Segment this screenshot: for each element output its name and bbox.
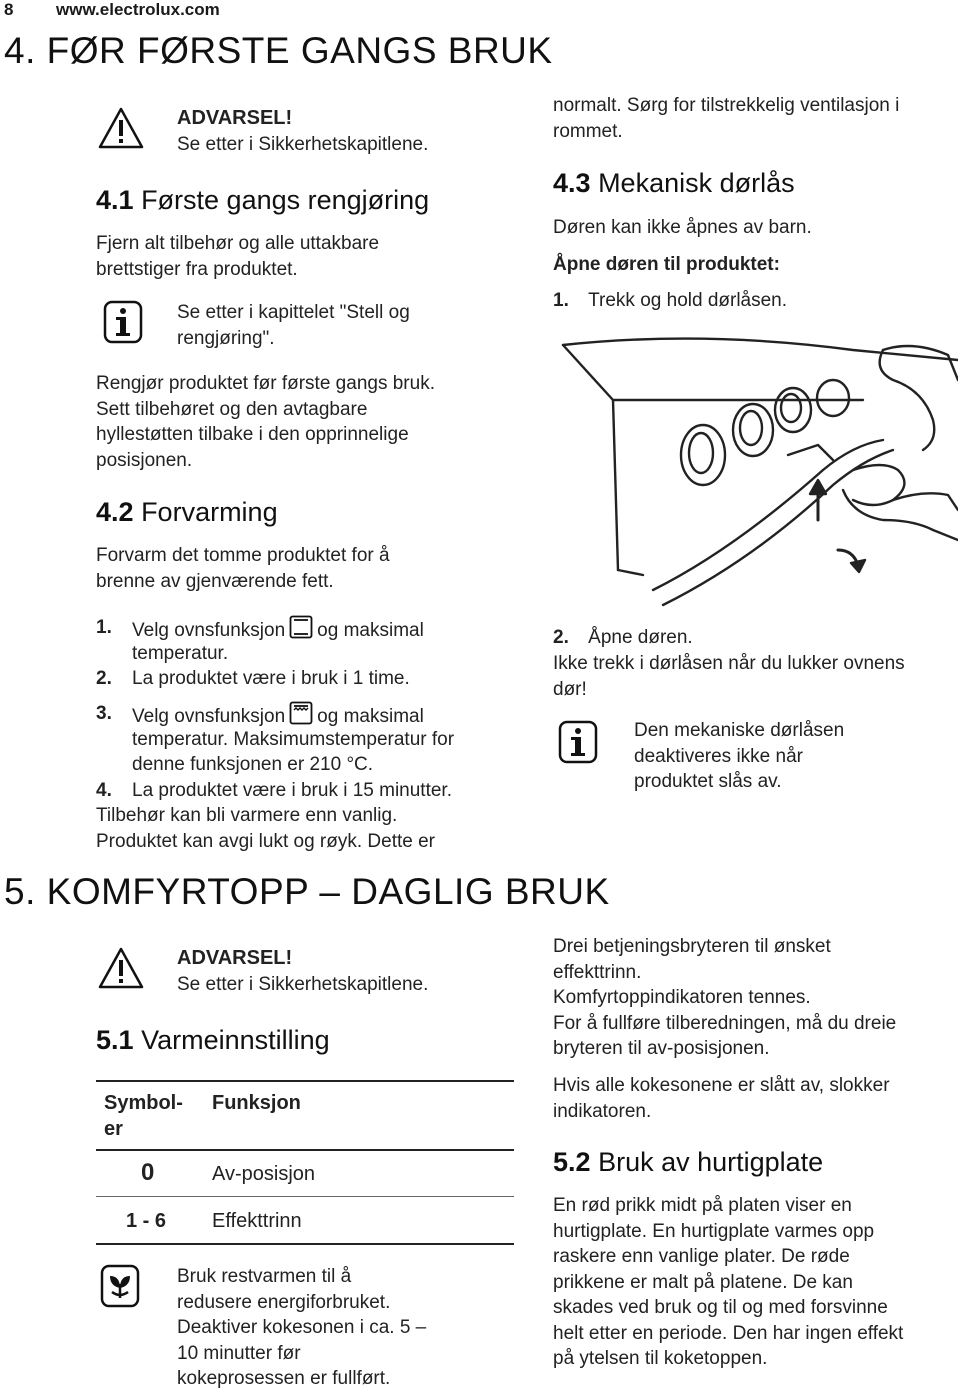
step-text-part: og maksimal (317, 620, 424, 641)
line: Sett tilbehøret og den avtagbare (96, 398, 368, 420)
table-top-rule (96, 1080, 514, 1082)
table-row-function: Av-posisjon (212, 1163, 316, 1185)
step-number: 1. (553, 290, 569, 311)
line: rengjøring". (177, 327, 275, 349)
step-1 (553, 288, 787, 314)
warning-text: Se etter i Sikkerhetskapitlene. (177, 134, 429, 155)
step-number: 2. (553, 627, 569, 648)
info-text (634, 718, 844, 795)
paragraph (96, 231, 379, 282)
oven-top-heat-icon (289, 701, 313, 725)
table-row-symbol: 1 - 6 (126, 1210, 167, 1232)
step-list (96, 615, 536, 805)
step-text (132, 701, 424, 730)
table-header-function: Funksjon (212, 1092, 301, 1114)
line: hyllestøtten tilbake i den opprinnelige (96, 424, 409, 445)
step-text: denne funksjonen er 210 °C. (132, 754, 374, 775)
line: Drei betjeningsbryteren til ønsket (553, 936, 831, 957)
line: Bruk restvarmen til å (177, 1266, 352, 1287)
line: 10 minutter før (177, 1342, 301, 1364)
line: hurtigplate. En hurtigplate varmes opp (553, 1220, 875, 1242)
heading-4-2 (96, 497, 278, 528)
table-row-function: Effekttrinn (212, 1210, 302, 1232)
line: normalt. Sørg for tilstrekkelig ventilasjon i (553, 95, 900, 116)
heading-5-1 (96, 1025, 330, 1056)
paragraph (96, 543, 390, 594)
step-2 (553, 625, 693, 651)
section-5-title: 5. KOMFYRTOPP – DAGLIG BRUK (4, 871, 610, 912)
header-url: www.electrolux.com (56, 0, 220, 19)
line: raskere enn vanlige plater. De røde (553, 1246, 850, 1267)
line: Se etter i kapittelet "Stell og (177, 302, 410, 323)
line: Ikke trekk i dørlåsen når du lukker ovnens (553, 653, 905, 674)
step-number: 2. (96, 668, 112, 689)
step-text: temperatur. (132, 642, 229, 664)
paragraph (553, 1193, 903, 1372)
warning-label: ADVARSEL! (177, 947, 293, 969)
step-text: La produktet være i bruk i 1 time. (132, 668, 410, 689)
paragraph: Døren kan ikke åpnes av barn. (553, 217, 812, 238)
step-text-part: og maksimal (317, 706, 424, 727)
paragraph (96, 371, 435, 473)
line: Deaktiver kokesonen i ca. 5 – (177, 1317, 427, 1338)
line: skades ved bruk og til og med forsvinne (553, 1297, 888, 1318)
line: prikkene er malt på platene. De kan (553, 1271, 853, 1293)
warning-label: ADVARSEL! (177, 107, 293, 129)
line: på ytelsen til koketoppen. (553, 1348, 768, 1369)
paragraph (553, 934, 896, 1062)
line: Den mekaniske dørlåsen (634, 720, 845, 741)
heading-5-2 (553, 1147, 823, 1178)
heading-number: 4.1 (96, 185, 134, 215)
table-row-rule (96, 1196, 514, 1197)
oven-conventional-heat-icon (289, 615, 313, 639)
step-text (132, 615, 424, 644)
heading-4-3 (553, 168, 795, 199)
line: Forvarm det tomme produktet for å (96, 545, 390, 566)
info-icon (103, 300, 143, 344)
paragraph (553, 93, 899, 144)
step-text: La produktet være i bruk i 15 minutter. (132, 779, 452, 801)
step-number: 4. (96, 779, 112, 801)
step-number: 3. (96, 703, 112, 724)
table-bottom-rule (96, 1243, 514, 1245)
line: Komfyrtoppindikatoren tennes. (553, 987, 811, 1008)
line: redusere energiforbruket. (177, 1291, 391, 1313)
page-number: 8 (4, 0, 14, 19)
step-text: Åpne døren. (588, 627, 693, 648)
section-4-title: 4. FØR FØRSTE GANGS BRUK (4, 30, 553, 71)
step-text-part: Velg ovnsfunksjon (132, 706, 286, 727)
line: helt etter en periode. Den har ingen effekt (553, 1322, 904, 1344)
heading-number: 4.2 (96, 497, 134, 527)
eco-leaf-icon (100, 1264, 140, 1308)
line: brenne av gjenværende fett. (96, 570, 334, 592)
info-icon (558, 720, 598, 764)
line: rommet. (553, 120, 623, 142)
line: brettstiger fra produktet. (96, 258, 298, 280)
table-header-symbol (104, 1091, 183, 1142)
line: effekttrinn. (553, 961, 642, 983)
line: For å fullføre tilberedningen, må du dreie (553, 1012, 897, 1034)
header-line: er (104, 1117, 123, 1140)
line: En rød prikk midt på platen viser en (553, 1195, 852, 1216)
step-text: Trekk og hold dørlåsen. (588, 290, 788, 311)
heading-text: Mekanisk dørlås (598, 168, 795, 198)
line: deaktiveres ikke når (634, 745, 803, 767)
line: Hvis alle kokesonene er slått av, slokker (553, 1075, 890, 1096)
warning-triangle-icon (98, 106, 144, 150)
header-line: Symbol- (104, 1092, 183, 1114)
line: Tilbehør kan bli varmere enn vanlig. (96, 805, 398, 826)
line: Produktet kan avgi lukt og røyk. Dette er (96, 830, 435, 852)
line: posisjonen. (96, 449, 193, 471)
line: dør! (553, 678, 587, 700)
warning-text: Se etter i Sikkerhetskapitlene. (177, 974, 429, 995)
line: indikatoren. (553, 1100, 652, 1122)
line: kokeprosessen er fullført. (177, 1368, 391, 1389)
step-text: temperatur. Maksimumstemperatur for (132, 728, 455, 750)
heading-number: 5.1 (96, 1025, 134, 1055)
eco-tip-text (177, 1264, 426, 1392)
line: Rengjør produktet før første gangs bruk. (96, 373, 435, 394)
oven-door-lock-illustration (553, 320, 958, 620)
heading-number: 4.3 (553, 168, 591, 198)
line: Fjern alt tilbehør og alle uttakbare (96, 233, 380, 254)
paragraph (553, 651, 905, 702)
heading-text: Varmeinnstilling (141, 1025, 330, 1055)
table-row-symbol: 0 (141, 1159, 155, 1186)
line: bryteren til av-posisjonen. (553, 1038, 770, 1059)
bold-instruction: Åpne døren til produktet: (553, 254, 780, 275)
heading-number: 5.2 (553, 1147, 591, 1177)
paragraph (553, 1073, 890, 1124)
heading-text: Første gangs rengjøring (141, 185, 430, 215)
table-header-rule (96, 1149, 514, 1151)
info-text (177, 300, 410, 351)
heading-text: Bruk av hurtigplate (598, 1147, 824, 1177)
line: produktet slås av. (634, 771, 782, 792)
step-number: 1. (96, 617, 112, 638)
heading-4-1 (96, 185, 429, 216)
paragraph (96, 803, 435, 854)
warning-triangle-icon (98, 946, 144, 990)
step-text-part: Velg ovnsfunksjon (132, 620, 286, 641)
heading-text: Forvarming (141, 497, 278, 527)
